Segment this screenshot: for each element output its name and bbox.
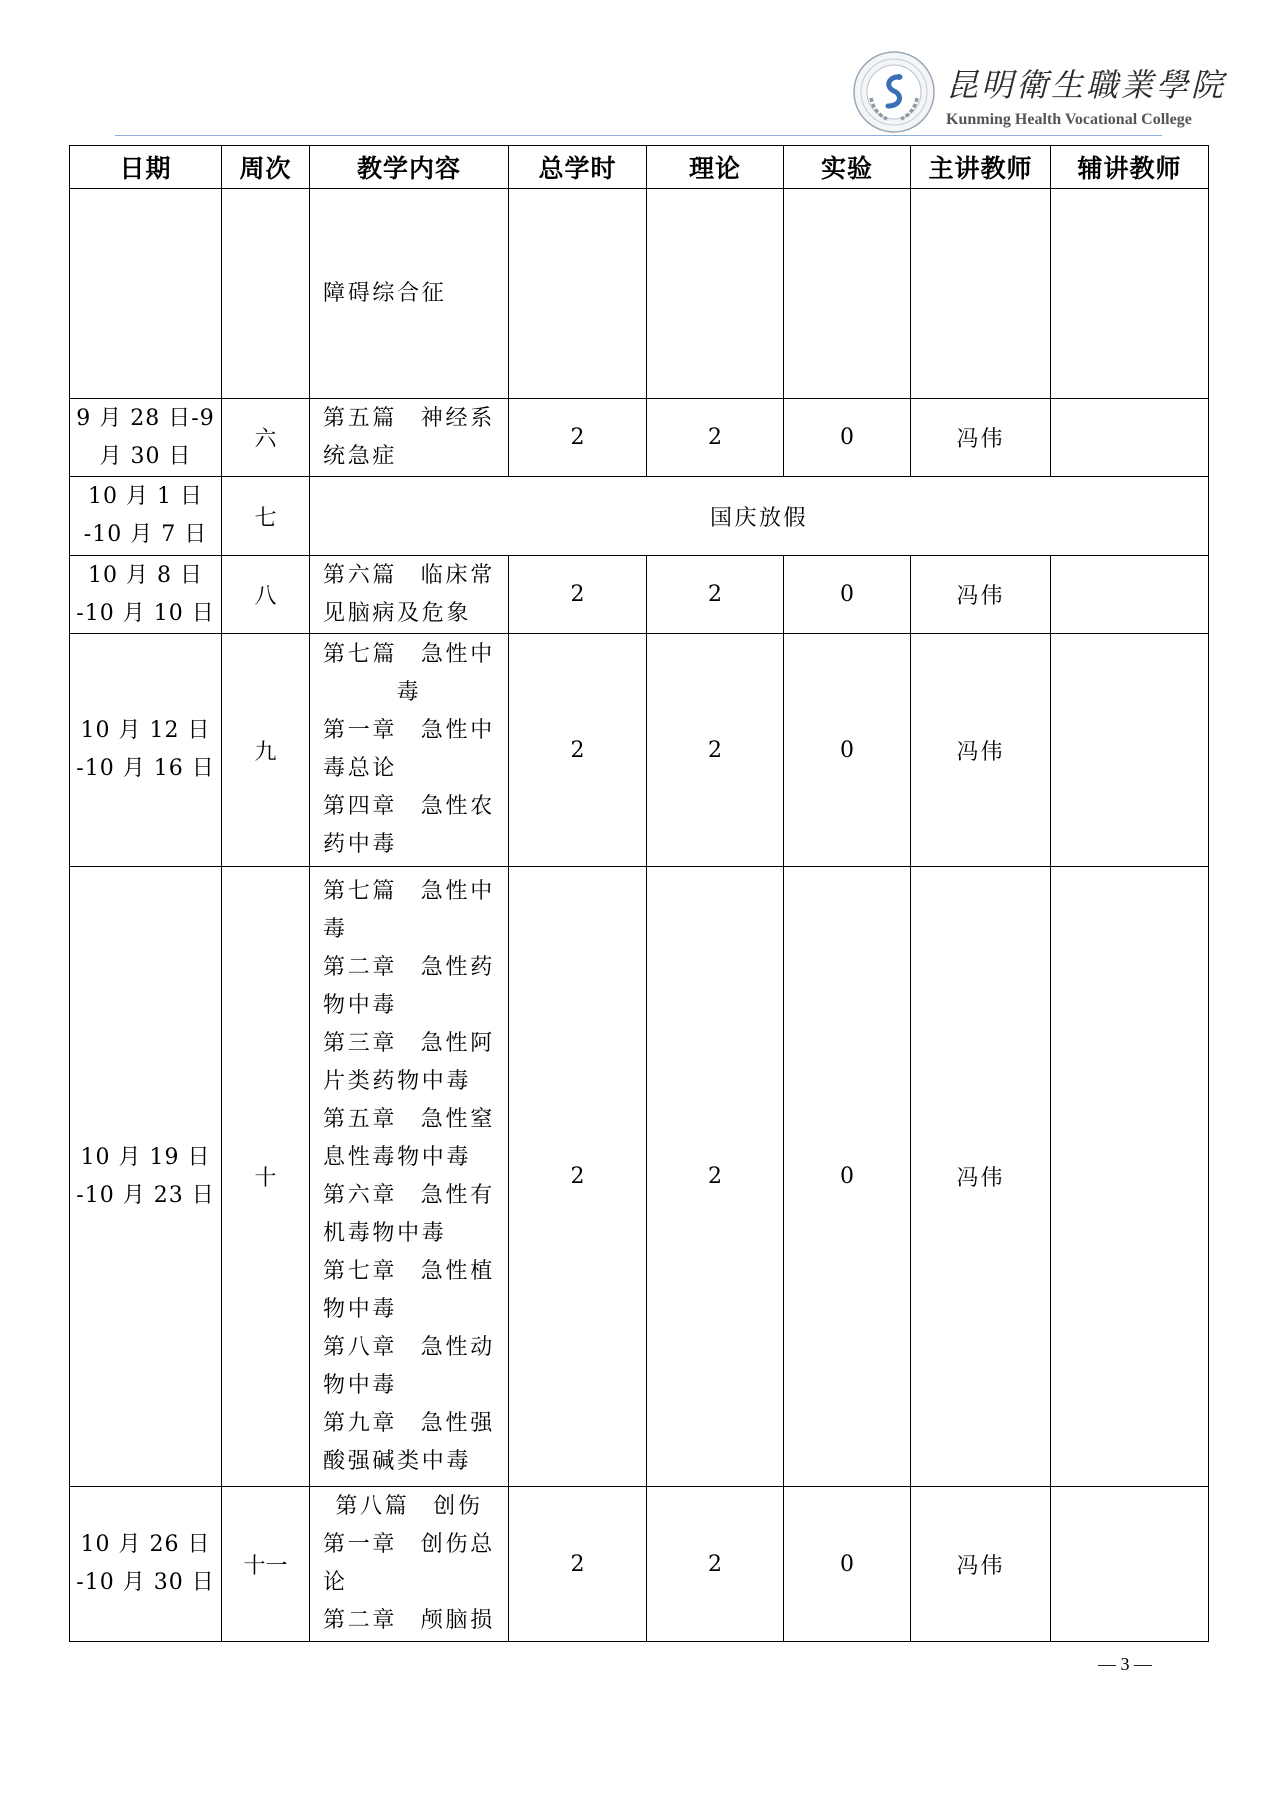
column-header-assistant: 辅讲教师 bbox=[1051, 146, 1209, 189]
college-emblem-logo bbox=[852, 50, 936, 134]
lecturer-cell: 冯伟 bbox=[911, 867, 1051, 1487]
theory-hours-cell bbox=[647, 189, 784, 399]
college-name-chinese: 昆明衛生職業學院 bbox=[946, 66, 1227, 104]
date-line: 10 月 8 日 bbox=[88, 562, 203, 588]
content-line: 第五章 急性窒 bbox=[323, 1106, 495, 1132]
week-cell: 七 bbox=[222, 477, 310, 556]
lecturer-cell: 冯伟 bbox=[911, 1487, 1051, 1642]
content-cell bbox=[310, 189, 509, 399]
date-cell bbox=[70, 399, 222, 477]
lab-hours-cell: 0 bbox=[784, 634, 911, 867]
lab-hours-cell: 0 bbox=[784, 1487, 911, 1642]
content-cell bbox=[310, 867, 509, 1487]
content-cell bbox=[310, 399, 509, 477]
assistant-cell bbox=[1051, 556, 1209, 634]
content-line: 统急症 bbox=[323, 443, 398, 469]
content-line: 第四章 急性农 bbox=[323, 794, 495, 819]
table-row bbox=[70, 399, 1209, 477]
date-line: -10 月 16 日 bbox=[76, 756, 215, 781]
college-name-english: Kunming Health Vocational College bbox=[946, 111, 1192, 128]
table-row bbox=[70, 556, 1209, 634]
date-cell bbox=[70, 556, 222, 634]
content-cell bbox=[310, 556, 509, 634]
column-header-lecturer: 主讲教师 bbox=[911, 146, 1051, 189]
content-line: 第八篇 创伤 bbox=[335, 1494, 483, 1519]
total-hours-cell: 2 bbox=[509, 399, 647, 477]
date-line: 10 月 12 日 bbox=[80, 718, 211, 743]
assistant-cell bbox=[1051, 1487, 1209, 1642]
content-line: 毒总论 bbox=[323, 756, 398, 781]
date-line: 月 30 日 bbox=[99, 443, 192, 469]
content-line: 第一章 创伤总 bbox=[323, 1532, 495, 1557]
content-line: 片类药物中毒 bbox=[323, 1068, 472, 1094]
column-header-week: 周次 bbox=[222, 146, 310, 189]
date-line: 10 月 26 日 bbox=[80, 1532, 211, 1557]
holiday-note: 国庆放假 bbox=[310, 477, 1209, 556]
date-line: 10 月 1 日 bbox=[88, 484, 203, 509]
content-line: 论 bbox=[323, 1570, 348, 1595]
date-line: -10 月 10 日 bbox=[76, 600, 215, 626]
table-row bbox=[70, 189, 1209, 399]
table-header-row bbox=[70, 146, 1209, 189]
date-cell bbox=[70, 477, 222, 556]
content-line: 第九章 急性强 bbox=[323, 1410, 495, 1436]
page-number: — 3 — bbox=[1098, 1654, 1152, 1674]
assistant-cell bbox=[1051, 399, 1209, 477]
content-line: 息性毒物中毒 bbox=[323, 1144, 472, 1170]
lab-hours-cell: 0 bbox=[784, 556, 911, 634]
content-line: 第六章 急性有 bbox=[323, 1182, 495, 1208]
schedule-table bbox=[69, 145, 1209, 1642]
total-hours-cell bbox=[509, 189, 647, 399]
lecturer-cell bbox=[911, 189, 1051, 399]
theory-hours-cell: 2 bbox=[647, 634, 784, 867]
week-cell: 六 bbox=[222, 399, 310, 477]
content-line: 障碍综合征 bbox=[323, 280, 447, 306]
content-line: 物中毒 bbox=[323, 1296, 398, 1322]
content-line: 第三章 急性阿 bbox=[323, 1030, 495, 1056]
column-header-total-hours: 总学时 bbox=[509, 146, 647, 189]
content-line: 物中毒 bbox=[323, 992, 398, 1018]
date-line: -10 月 7 日 bbox=[83, 522, 208, 547]
date-line: -10 月 23 日 bbox=[76, 1182, 215, 1208]
week-cell: 八 bbox=[222, 556, 310, 634]
lab-hours-cell bbox=[784, 189, 911, 399]
column-header-date: 日期 bbox=[70, 146, 222, 189]
column-header-theory: 理论 bbox=[647, 146, 784, 189]
column-header-content: 教学内容 bbox=[310, 146, 509, 189]
content-cell bbox=[310, 1487, 509, 1642]
theory-hours-cell: 2 bbox=[647, 556, 784, 634]
content-line: 第七篇 急性中 bbox=[323, 878, 495, 904]
week-cell bbox=[222, 189, 310, 399]
date-line: 10 月 19 日 bbox=[80, 1144, 211, 1170]
assistant-cell bbox=[1051, 867, 1209, 1487]
content-line: 毒 bbox=[323, 916, 348, 942]
theory-hours-cell: 2 bbox=[647, 867, 784, 1487]
content-line: 第七篇 急性中 bbox=[323, 642, 495, 667]
week-cell: 十一 bbox=[222, 1487, 310, 1642]
table-row bbox=[70, 634, 1209, 867]
lab-hours-cell: 0 bbox=[784, 399, 911, 477]
header-divider bbox=[115, 135, 1162, 136]
table-row bbox=[70, 477, 1209, 556]
assistant-cell bbox=[1051, 189, 1209, 399]
content-line: 第七章 急性植 bbox=[323, 1258, 495, 1284]
content-line: 酸强碱类中毒 bbox=[323, 1448, 472, 1474]
date-line: -10 月 30 日 bbox=[76, 1570, 215, 1595]
week-cell: 九 bbox=[222, 634, 310, 867]
content-line: 物中毒 bbox=[323, 1372, 398, 1398]
date-cell bbox=[70, 634, 222, 867]
content-cell bbox=[310, 634, 509, 867]
total-hours-cell: 2 bbox=[509, 634, 647, 867]
content-line: 第六篇 临床常 bbox=[323, 562, 495, 588]
date-line: 9 月 28 日-9 bbox=[76, 405, 215, 431]
content-line: 第五篇 神经系 bbox=[323, 405, 495, 431]
theory-hours-cell: 2 bbox=[647, 399, 784, 477]
table-row bbox=[70, 1487, 1209, 1642]
content-line: 机毒物中毒 bbox=[323, 1220, 447, 1246]
total-hours-cell: 2 bbox=[509, 556, 647, 634]
content-line: 毒 bbox=[396, 680, 422, 705]
content-line: 第一章 急性中 bbox=[323, 718, 495, 743]
week-cell: 十 bbox=[222, 867, 310, 1487]
content-line: 第八章 急性动 bbox=[323, 1334, 495, 1360]
content-line: 第二章 急性药 bbox=[323, 954, 495, 980]
lecturer-cell: 冯伟 bbox=[911, 556, 1051, 634]
lecturer-cell: 冯伟 bbox=[911, 634, 1051, 867]
content-line: 第二章 颅脑损 bbox=[323, 1608, 495, 1633]
date-cell bbox=[70, 867, 222, 1487]
total-hours-cell: 2 bbox=[509, 1487, 647, 1642]
date-cell bbox=[70, 1487, 222, 1642]
lab-hours-cell: 0 bbox=[784, 867, 911, 1487]
content-line: 药中毒 bbox=[323, 832, 398, 857]
total-hours-cell: 2 bbox=[509, 867, 647, 1487]
table-row bbox=[70, 867, 1209, 1487]
lecturer-cell: 冯伟 bbox=[911, 399, 1051, 477]
assistant-cell bbox=[1051, 634, 1209, 867]
content-line: 见脑病及危象 bbox=[323, 600, 472, 626]
theory-hours-cell: 2 bbox=[647, 1487, 784, 1642]
date-cell bbox=[70, 189, 222, 399]
column-header-lab: 实验 bbox=[784, 146, 911, 189]
